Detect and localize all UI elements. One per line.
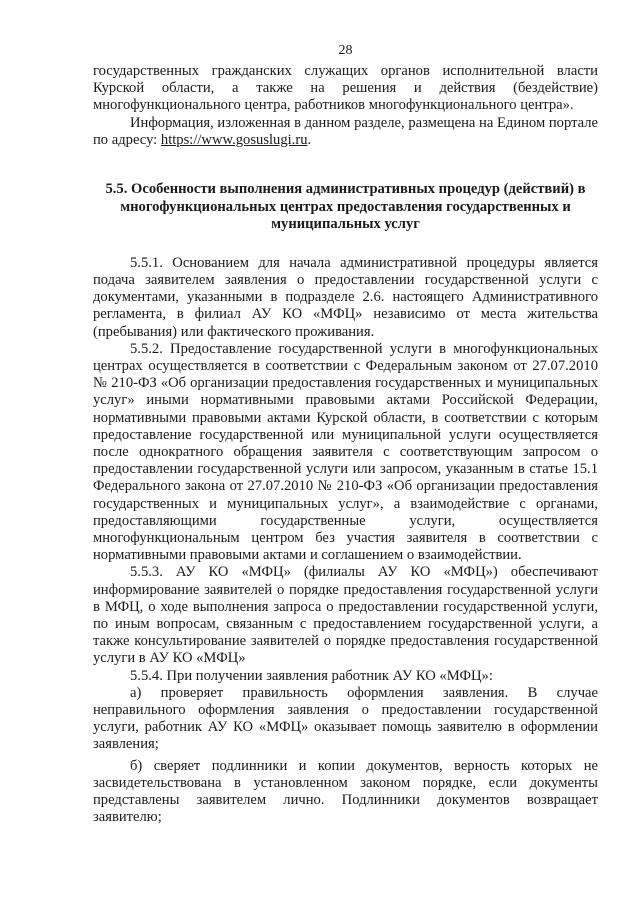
intro-paragraph-2-end: . bbox=[307, 131, 312, 148]
intro-paragraph-2 bbox=[93, 115, 598, 149]
paragraph-5-5-3: 5.5.3. АУ КО «МФЦ» (филиалы АУ КО «МФЦ») обеспечивают информирование заявителей о порядке предоставления государственной услуги в МФЦ, о ходе выполнения запроса о предоставлении государственной услуги, по иным вопросам, связанным с предоставлением государственной услуги, а также консультирование заявителей о порядке предоставления государственной услуги в АУ КО «МФЦ» bbox=[93, 564, 598, 667]
list-item-a: а) проверяет правильность оформления заявления. В случае неправильного оформления заявления о предоставлении государственной услуги, работник АУ КО «МФЦ» оказывает помощь заявителю в оформлении заявления; bbox=[93, 684, 598, 753]
list-item-b: б) сверяет подлинники и копии документов, верность которых не засвидетельствована в установленном законом порядке, если документы представлены заявителем лично. Подлинники документов возвращает заявителю; bbox=[93, 757, 598, 826]
gosuslugi-link[interactable]: https://www.gosuslugi.ru bbox=[160, 131, 308, 148]
page-number: 28 bbox=[338, 43, 353, 58]
paragraph-5-5-1: 5.5.1. Основанием для начала административной процедуры является подача заявителем заявления о предоставлении государственной услуги с документами, указанными в подразделе 2.6. настоящего Административного регламента, в филиал АУ КО «МФЦ» независимо от места жительства (пребывания) или фактического проживания. bbox=[93, 254, 598, 340]
paragraph-5-5-4: 5.5.4. При получении заявления работник АУ КО «МФЦ»: bbox=[130, 667, 493, 684]
intro-paragraph-2-text: Информация, изложенная в данном разделе, размещена на Едином портале по адресу: bbox=[93, 114, 598, 148]
document-page bbox=[93, 42, 598, 827]
paragraph-5-5-2: 5.5.2. Предоставление государственной услуги в многофункциональных центрах осуществляется в соответствии с Федеральным законом от 27.07.2010 № 210-ФЗ «Об организации предоставления государственных и муниципальных услуг» иными нормативными правовыми актами Российской Федерации, нормативными правовыми актами Курской области, в соответствии с которым предоставление государственной или муниципальной услуги осуществляется после однократного обращения заявителя с соответствующим запросом о предоставлении государственной услуги или запросом, указанным в статье 15.1 Федерального закона от 27.07.2010 № 210-ФЗ «Об организации предоставления государственных и муниципальных услуг», а взаимодействие с органами, предоставляющими государственные услуги, осуществляется многофункциональным центром без участия заявителя в соответствии с нормативными правовыми актами и соглашением о взаимодействии. bbox=[93, 340, 598, 564]
intro-paragraph-1: государственных гражданских служащих органов исполнительной власти Курской области, а также на решения и действия (бездействие) многофункционального центра, работников многофункционального центра». bbox=[93, 63, 598, 114]
section-heading: 5.5. Особенности выполнения административных процедур (действий) в многофункциональных центрах предоставления государственных и муниципальных услуг bbox=[105, 181, 586, 233]
